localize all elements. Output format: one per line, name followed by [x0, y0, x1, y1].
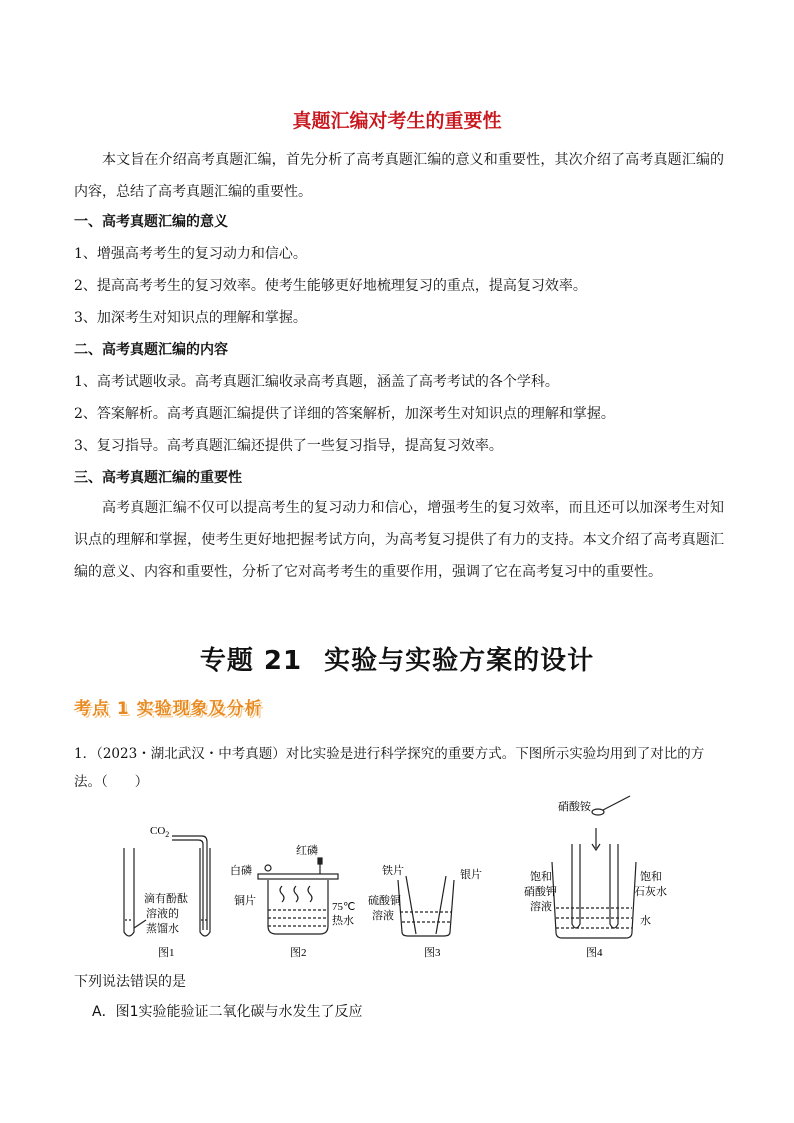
topic-number: 专题 21	[199, 646, 303, 676]
spoon-handle	[603, 796, 630, 810]
copper-label: 铜片	[234, 895, 256, 907]
fig1-caption: 图1	[158, 947, 175, 959]
silver-label: 银片	[460, 869, 482, 881]
limewater-label: 饱和	[640, 871, 662, 883]
fig1-label: 滴有酚酞	[144, 893, 188, 905]
section1-item: 1、增强高考考生的复习动力和信心。	[74, 246, 307, 262]
hot-water-label: 热水	[332, 915, 354, 927]
section2-heading: 二、高考真题汇编的内容	[74, 342, 228, 358]
cuso4-label: 溶液	[372, 910, 394, 922]
white-phosphorus-label: 白磷	[230, 865, 252, 877]
fig1-label: 蒸馏水	[146, 923, 179, 935]
fig3-caption: 图3	[424, 947, 441, 959]
section2-item: 1、高考试题收录。高考真题汇编收录高考真题，涵盖了高考考试的各个学科。	[74, 374, 559, 390]
nh4no3-label: 硝酸铵	[558, 801, 591, 813]
figure-2	[258, 858, 338, 934]
section1-heading: 一、高考真题汇编的意义	[74, 214, 228, 230]
section2-item: 3、复习指导。高考真题汇编还提供了一些复习指导，提高复习效率。	[74, 438, 503, 454]
pointer-line	[134, 920, 146, 928]
water-label: 水	[640, 915, 651, 927]
kno3-label: 饱和	[530, 871, 552, 883]
page-title: 真题汇编对考生的重要性	[292, 110, 502, 132]
iron-strip	[406, 876, 416, 934]
silver-strip	[436, 876, 446, 934]
figure-4	[552, 796, 636, 938]
intro-paragraph: 本文旨在介绍高考真题汇编，首先分析了高考真题汇编的意义和重要性，其次介绍了高考真题汇编的内容，总结了高考真题汇编的重要性。	[74, 152, 724, 200]
spoon	[592, 809, 604, 815]
option-a: A．图1实验能验证二氧化碳与水发生了反应	[92, 1004, 363, 1020]
white-phosphorus	[265, 865, 271, 871]
kno3-label: 硝酸钾	[524, 886, 557, 898]
red-phosphorus	[318, 858, 322, 864]
cuso4-label: 硫酸铜	[368, 895, 401, 907]
topic-name: 实验与实验方案的设计	[324, 646, 595, 676]
large-beaker	[552, 862, 636, 938]
co2-label: $CO_2$	[150, 825, 170, 839]
question-prompt: 下列说法错误的是	[74, 974, 186, 990]
section3-paragraph: 高考真题汇编不仅可以提高考生的复习动力和信心，增强考生的复习效率，而且还可以加深考生对知识点的理解和掌握，使考生更好地把握考试方向，为高考复习提供了有力的支持。本文介绍了高考真题汇编的意义、内容和重要性，分析了它对高考考生的重要作用，强调了它在高考复习中的重要性。	[74, 500, 724, 580]
test-tube-left	[572, 844, 580, 928]
copper-plate	[258, 874, 338, 879]
beaker	[398, 880, 454, 936]
experiment-figure	[110, 792, 670, 962]
section1-item: 2、提高高考考生的复习效率。使考生能够更好地梳理复习的重点，提高复习效率。	[74, 278, 587, 294]
kno3-label: 溶液	[530, 901, 552, 913]
limewater-label: 石灰水	[634, 886, 667, 898]
iron-label: 铁片	[382, 865, 404, 877]
section3-heading: 三、高考真题汇编的重要性	[74, 470, 242, 486]
section2-item: 2、答案解析。高考真题汇编提供了详细的答案解析，加深考生对知识点的理解和掌握。	[74, 406, 615, 422]
test-tube-right	[200, 848, 210, 936]
fig1-label: 溶液的	[146, 908, 179, 920]
figure-1	[124, 836, 210, 936]
figure-3	[398, 876, 454, 936]
test-tube-left	[124, 848, 134, 936]
temp-label: 75℃	[332, 901, 356, 913]
kaodian-heading: 考点 1 实验现象及分析	[74, 699, 263, 719]
test-tube-right	[610, 844, 618, 928]
section1-item: 3、加深考生对知识点的理解和掌握。	[74, 310, 307, 326]
steam	[280, 886, 284, 902]
red-phosphorus-label: 红磷	[296, 845, 318, 857]
fig4-caption: 图4	[586, 947, 603, 959]
fig2-caption: 图2	[290, 947, 307, 959]
question-text: 1．（2023・湖北武汉・中考真题）对比实验是进行科学探究的重要方式。下图所示实验均用到了对比的方法。（ ）	[74, 746, 705, 790]
topic-heading	[0, 640, 794, 677]
